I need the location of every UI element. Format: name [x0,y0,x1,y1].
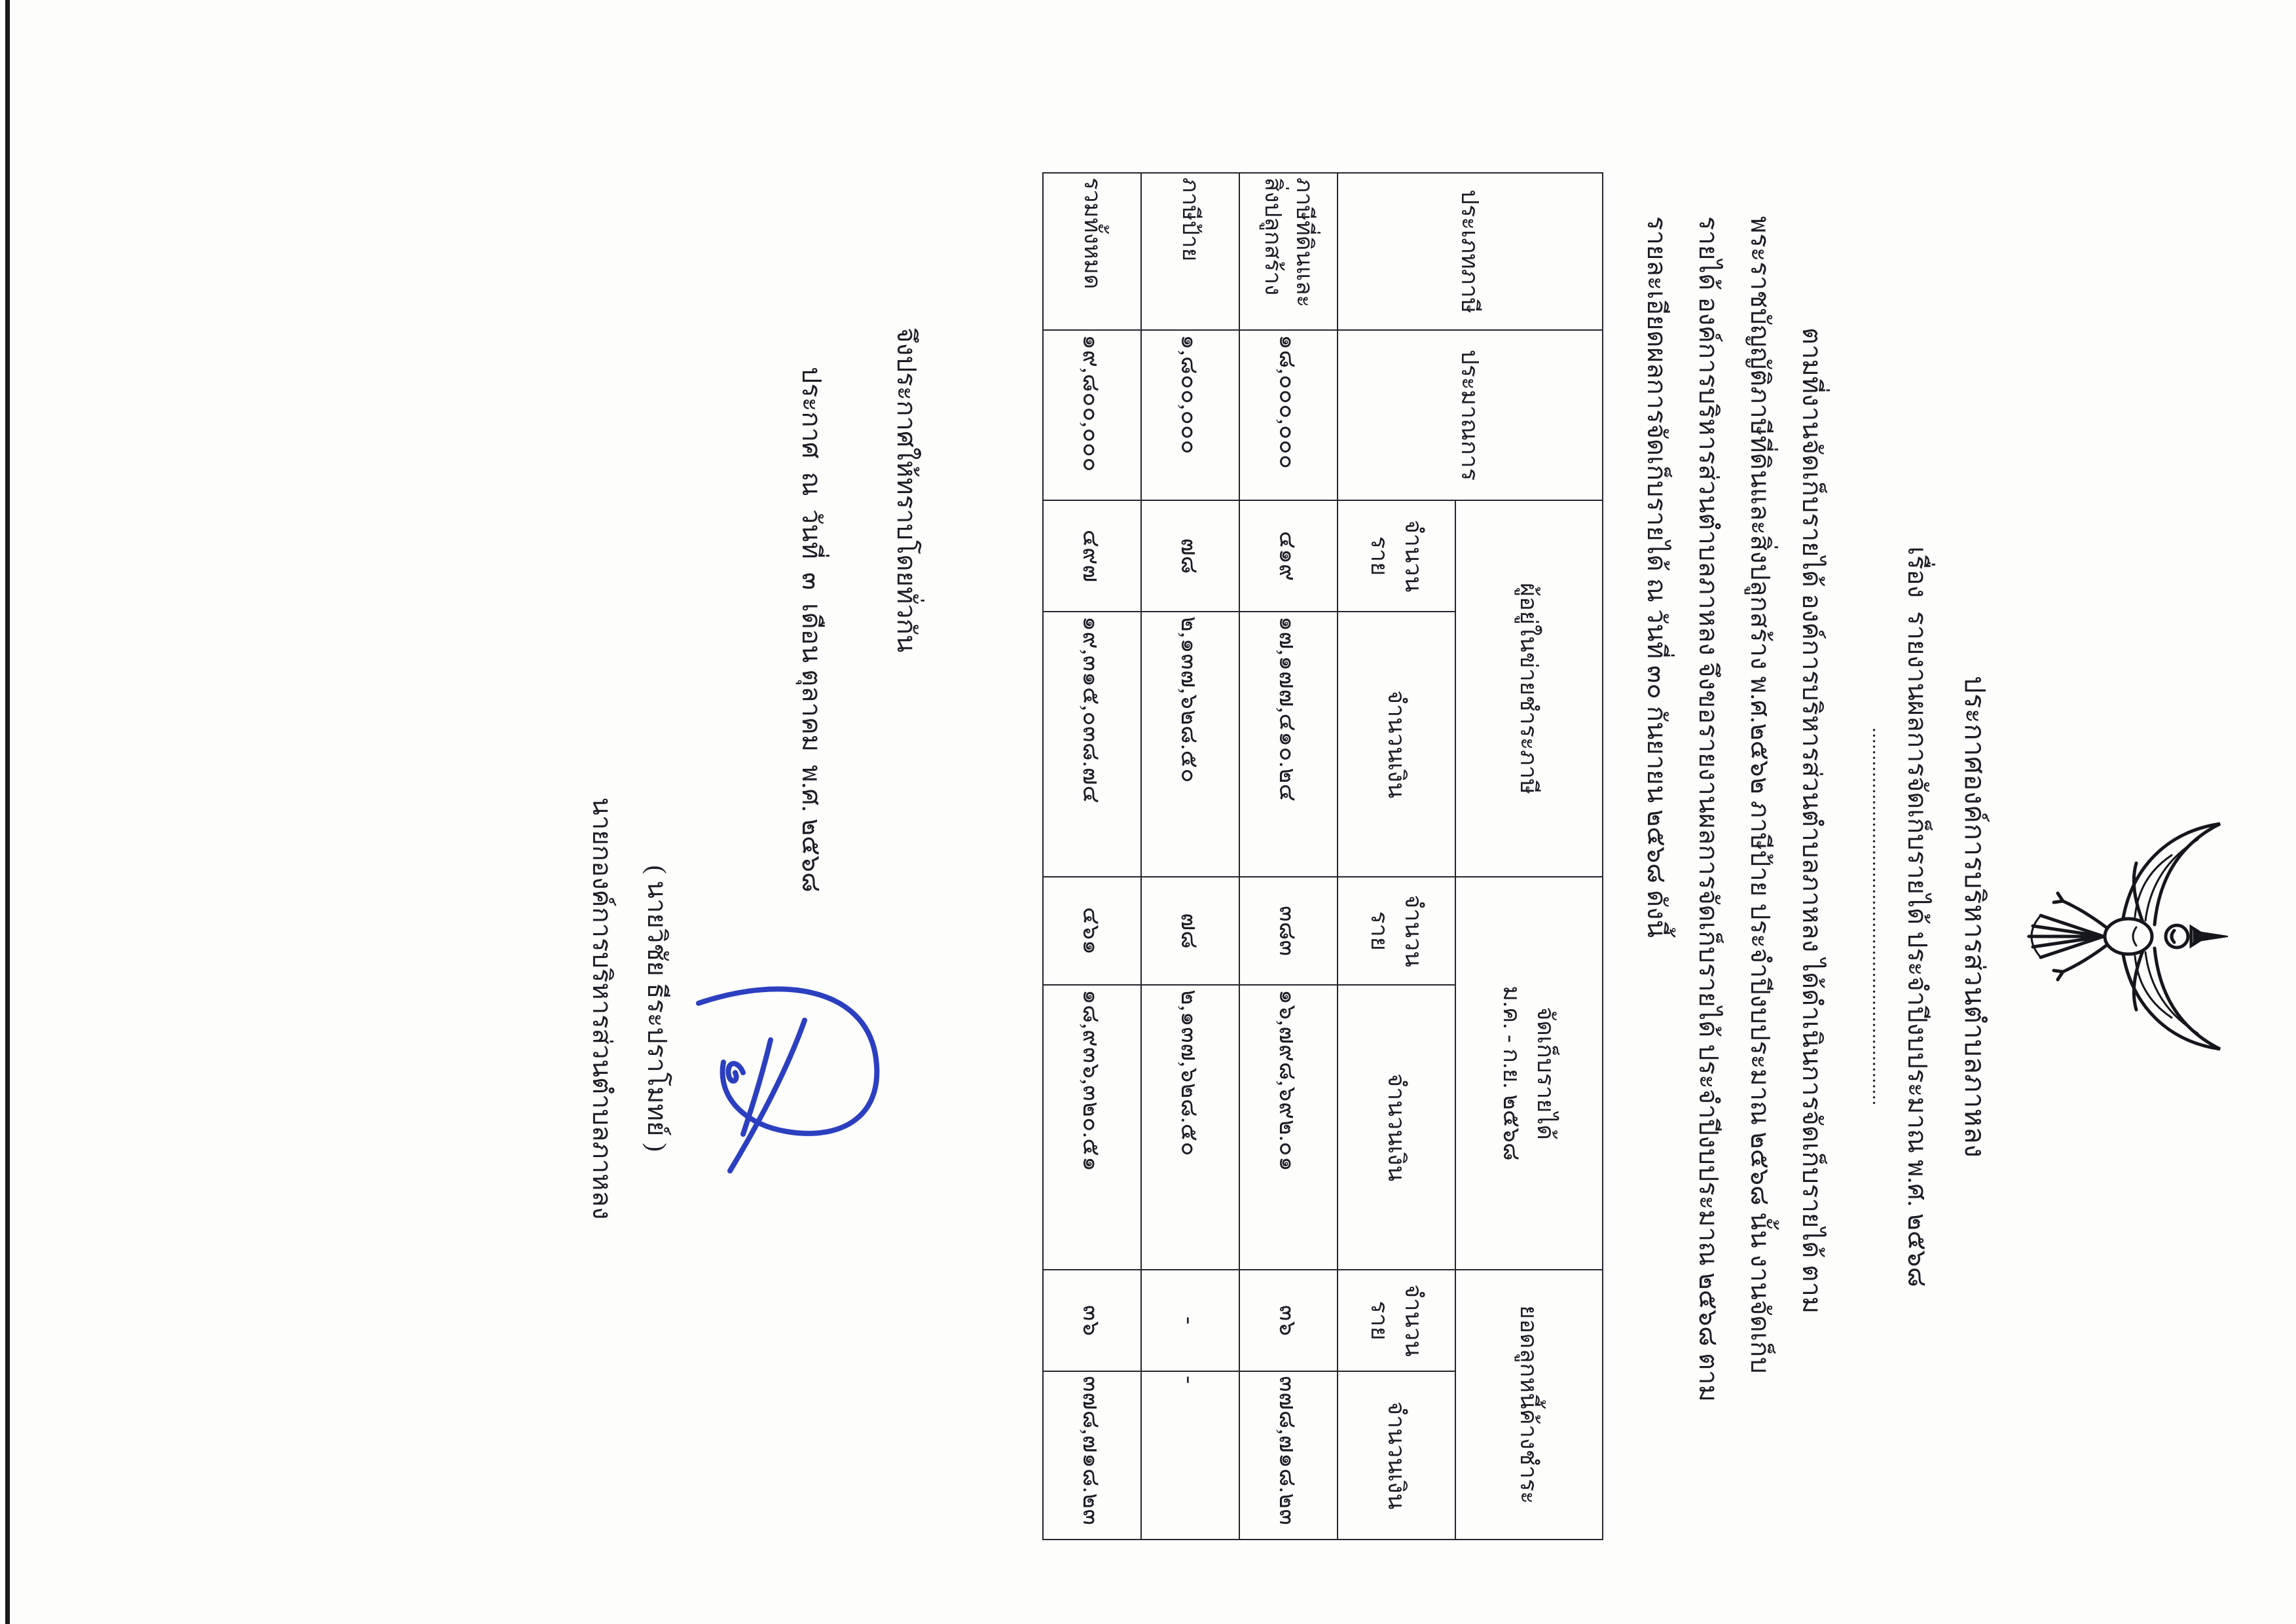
collected-count: ๗๘ [1141,877,1239,985]
outstanding-amount: ๓๗๘,๗๑๘.๒๓ [1239,1371,1338,1540]
outstanding-amount: - [1141,1371,1239,1540]
signer-name: ( นายวิชัย ธีระปราโมทย์ ) [642,865,672,1152]
signer-block [574,740,684,1277]
announcement-subject: เรื่อง รายงานผลการจัดเก็บรายได้ ประจำปีงบประมาณ พ.ศ. ๒๕๖๘ [1903,546,1932,1287]
liable-amount: ๒,๑๓๗,๖๒๘.๕๐ [1141,612,1239,877]
subheader-count: จำนวนราย [1338,1270,1455,1371]
scan-edge-line [5,0,10,1624]
liable-count: ๔๑๙ [1239,500,1338,612]
estimate-value: ๑๘,๐๐๐,๐๐๐ [1239,330,1338,500]
signature-scribble-icon [679,963,895,1198]
signer-position: นายกองค์การบริหารส่วนตำบลภาหลง [587,797,617,1220]
liable-amount: ๑๗,๑๗๗,๔๑๐.๒๔ [1239,612,1338,877]
collected-count: ๔๖๑ [1043,877,1141,985]
body-line: รายได้ องค์การบริหารส่วนตำบลภาหลง จึงขอรายงานผลการจัดเก็บรายได้ ประจำปีงบประมาณ ๒๕๖๘ ตาม [1694,216,1723,1402]
body-paragraph [1631,216,1838,1585]
liable-count: ๗๘ [1141,500,1239,612]
col-header-collected-line2: ม.ค. - ก.ย. ๒๕๖๘ [1499,986,1525,1161]
body-line: พระราชบัญญัติภาษีที่ดินและสิ่งปลูกสร้าง พ.ศ.๒๕๖๒ ภาษีป้าย ประจำปีงบประมาณ ๒๕๖๘ นั้น งานจัดเก็บ [1745,216,1775,1374]
table-row-total [1043,173,1141,1540]
signature-ink [676,963,895,1198]
table-row-land-building-tax [1239,173,1338,1540]
liable-amount: ๑๙,๓๑๕,๐๓๘.๗๔ [1043,612,1141,877]
col-header-estimate: ประมาณการ [1338,330,1603,500]
col-header-collected-line1: จัดเก็บรายได้ [1533,1006,1559,1140]
collected-count: ๓๘๓ [1239,877,1338,985]
collected-amount: ๒,๑๓๗,๖๒๘.๕๐ [1141,985,1239,1270]
row-label: ภาษีที่ดินและสิ่งปลูกสร้าง [1239,173,1338,330]
col-header-liable: ผู้อยู่ในข่ายชำระภาษี [1455,500,1603,877]
garuda-emblem-icon [2006,805,2232,1067]
subheader-amount: จำนวนเงิน [1338,1371,1455,1540]
row-label: ภาษีป้าย [1141,173,1239,330]
estimate-value: ๑,๘๐๐,๐๐๐ [1141,330,1239,500]
row-label: รวมทั้งหมด [1043,173,1141,330]
divider-dotted-line: .................................................................... [1868,728,1890,1106]
revenue-collection-table [1042,172,1603,1540]
col-header-outstanding: ยอดลูกหนี้ค้างชำระ [1455,1270,1603,1540]
subheader-count: จำนวนราย [1338,877,1455,985]
col-header-collected [1455,877,1603,1270]
outstanding-amount: ๓๗๘,๗๑๘.๒๓ [1043,1371,1141,1540]
body-line: รายละเอียดผลการจัดเก็บรายได้ ณ วันที่ ๓๐ กันยายน ๒๕๖๘ ดังนี้ [1642,216,1671,938]
table-row-sign-tax [1141,173,1239,1540]
announcement-date-line: ประกาศ ณ วันที่ ๓ เดือน ตุลาคม พ.ศ. ๒๕๖๘ [797,367,826,893]
body-line: ตามที่งานจัดเก็บรายได้ องค์การบริหารส่วนตำบลภาหลง ได้ดำเนินการจัดเก็บรายได้ ตาม [1797,327,1827,1314]
announcement-title: ประกาศองค์การบริหารส่วนตำบลภาหลง [1959,675,1989,1158]
subheader-amount: จำนวนเงิน [1338,985,1455,1270]
subheader-amount: จำนวนเงิน [1338,612,1455,877]
collected-amount: ๑๘,๙๓๖,๓๒๐.๕๑ [1043,985,1141,1270]
collected-amount: ๑๖,๗๙๘,๖๙๒.๐๑ [1239,985,1338,1270]
liable-count: ๔๙๗ [1043,500,1141,612]
garuda-emblem [2003,805,2232,1067]
outstanding-count: - [1141,1270,1239,1371]
col-header-tax-type: ประเภทภาษี [1338,173,1603,330]
subheader-count: จำนวนราย [1338,500,1455,612]
outstanding-count: ๓๖ [1043,1270,1141,1371]
estimate-value: ๑๙,๘๐๐,๐๐๐ [1043,330,1141,500]
closing-statement: จึงประกาศให้ทราบโดยทั่วกัน [892,327,921,653]
outstanding-count: ๓๖ [1239,1270,1338,1371]
